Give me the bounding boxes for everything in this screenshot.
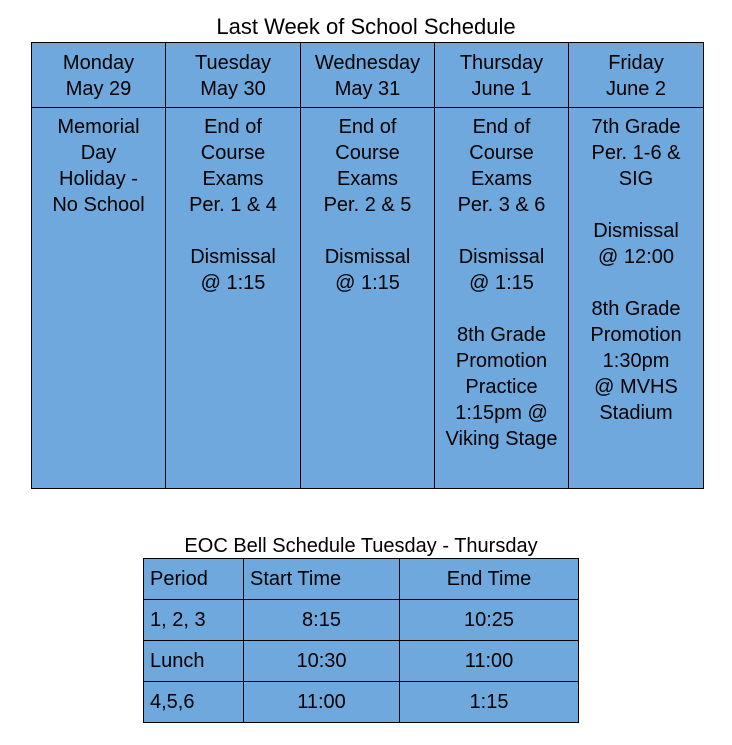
day-date: June 1 — [471, 78, 532, 100]
day-date: May 29 — [65, 78, 132, 100]
day-events-row — [32, 108, 704, 489]
events-tuesday — [166, 108, 301, 489]
start-time-cell: 8:15 — [244, 600, 400, 641]
table-row — [144, 641, 579, 682]
day-header-monday — [32, 43, 166, 108]
events-friday — [569, 108, 704, 489]
header-period: Period — [144, 559, 244, 600]
period-cell: Lunch — [144, 641, 244, 682]
day-name: Friday — [608, 52, 664, 74]
bell-schedule-title: EOC Bell Schedule Tuesday - Thursday — [184, 535, 538, 557]
event-block: 8th Grade Promotion Practice 1:15pm @ Viking Stage — [445, 324, 558, 450]
start-time-cell: 11:00 — [244, 682, 400, 723]
event-block: 7th Grade Per. 1-6 & SIG — [591, 116, 681, 190]
events-wednesday — [301, 108, 435, 489]
bell-schedule-table — [143, 558, 579, 723]
day-name: Monday — [62, 52, 135, 74]
event-block: 8th Grade Promotion 1:30pm @ MVHS Stadium — [590, 298, 682, 424]
week-schedule-table — [31, 42, 704, 489]
start-time-cell: 10:30 — [244, 641, 400, 682]
period-cell: 4,5,6 — [144, 682, 244, 723]
event-block: Dismissal @ 12:00 — [593, 220, 679, 268]
bell-header-row — [144, 559, 579, 600]
day-header-friday — [569, 43, 704, 108]
day-date: May 31 — [334, 78, 401, 100]
day-header-row — [32, 43, 704, 108]
table-row — [144, 682, 579, 723]
event-block: End of Course Exams Per. 2 & 5 — [323, 116, 412, 216]
end-time-cell: 1:15 — [400, 682, 579, 723]
header-end-time: End Time — [400, 559, 579, 600]
event-block: Dismissal @ 1:15 — [190, 246, 276, 294]
table-row — [144, 600, 579, 641]
day-date: June 2 — [605, 78, 667, 100]
event-block: End of Course Exams Per. 3 & 6 — [457, 116, 546, 216]
events-thursday — [435, 108, 569, 489]
day-header-tuesday — [166, 43, 301, 108]
schedule-title: Last Week of School Schedule — [216, 14, 516, 39]
day-name: Tuesday — [195, 52, 271, 74]
event-block: Memorial Day Holiday - No School — [52, 116, 145, 216]
day-name: Thursday — [459, 52, 544, 74]
events-monday — [32, 108, 166, 489]
day-date: May 30 — [200, 78, 266, 100]
event-block: Dismissal @ 1:15 — [458, 246, 545, 294]
day-name: Wednesday — [314, 52, 421, 74]
end-time-cell: 11:00 — [400, 641, 579, 682]
period-cell: 1, 2, 3 — [144, 600, 244, 641]
day-header-thursday — [435, 43, 569, 108]
end-time-cell: 10:25 — [400, 600, 579, 641]
event-block: End of Course Exams Per. 1 & 4 — [189, 116, 277, 216]
day-header-wednesday — [301, 43, 435, 108]
header-start-time: Start Time — [244, 559, 400, 600]
event-block: Dismissal @ 1:15 — [324, 246, 411, 294]
